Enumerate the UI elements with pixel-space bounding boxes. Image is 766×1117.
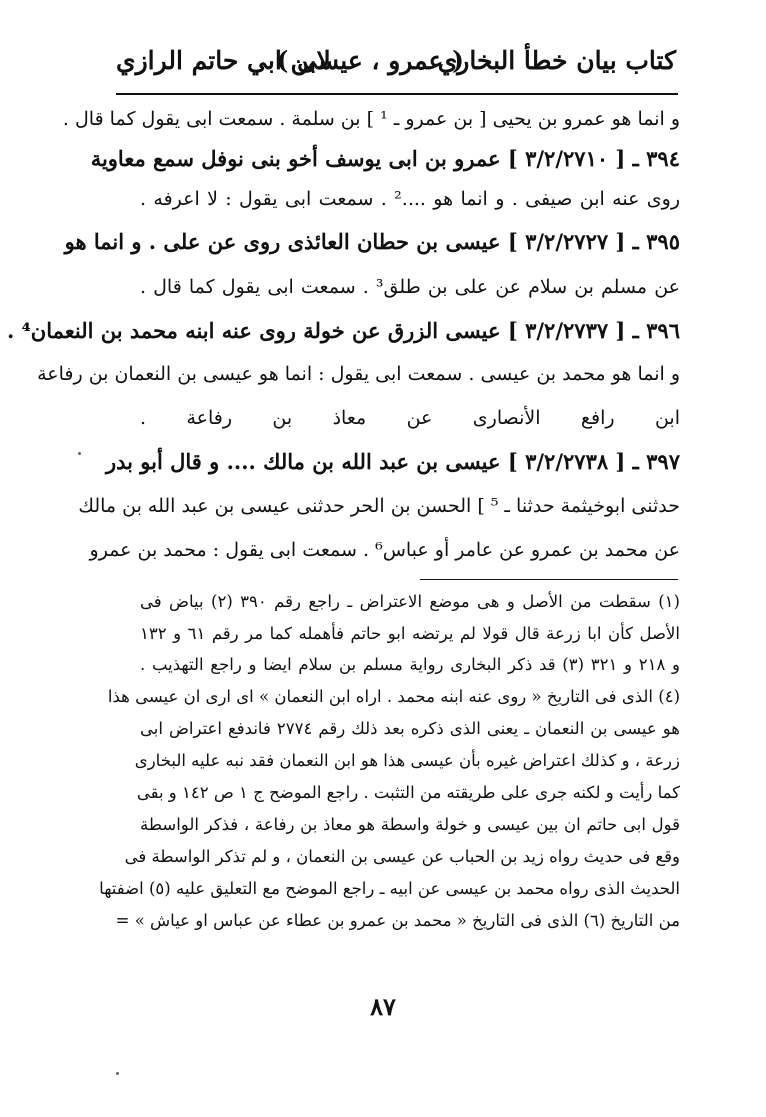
scan-speck [78, 452, 81, 455]
footnote-line: قول ابى حاتم ان بين عيسى و خولة واسطة هو معاذ بن رفاعة ، فذكر الواسطة [140, 815, 680, 834]
body-line: حدثنى ابوخيثمة حدثنا ـ ⁵ ] الحسن بن الحر حدثنى عيسى بن عبد الله بن مالك [78, 495, 680, 517]
scan-speck [116, 1072, 119, 1075]
footnote-line: زرعة ، و كذلك اعتراض غيره بأن عيسى هذا هو ابن النعمان فقد نبه عليه البخارى [134, 751, 680, 770]
footnote-line: الأصل كأن ابا زرعة قال قولا لم يرتضه ابو حاتم فأهمله كما مر رقم ٦١ و ١٣٢ [140, 624, 680, 643]
header-rule [116, 93, 678, 95]
body-line: روى عنه ابن صيفى . و انما هو ....² . سمعت ابى يقول : لا اعرفه . [140, 188, 680, 210]
body-line: و انما هو محمد بن عيسى . سمعت ابى يقول : انما هو عيسى بن النعمان بن رفاعة [37, 363, 680, 385]
entry-397-line: ٣٩٧ ـ [ ٣/٢/٢٧٣٨ ] عيسى بن عبد الله بن مالك .... و قال أبو بدر [105, 449, 680, 474]
footnote-line: و ٢١٨ و ٣٢١ (٣) قد ذكر البخارى رواية مسلم بن سلام ايضا و راجع التهذيب . [140, 655, 680, 674]
body-line: و انما هو عمرو بن يحيى [ بن عمرو ـ ¹ ] بن سلمة . سمعت ابى يقول كما قال . [62, 108, 680, 130]
footnote-line: الحديث الذى رواه محمد بن عيسى عن ابيه ـ راجع الموضح مع التعليق عليه (٥) اضفتها [99, 879, 680, 898]
body-line: ابن رافع الأنصارى عن معاذ بن رفاعة . [140, 407, 680, 429]
footnote-line: كما رأيت و لكنه جرى على طريقته من التثبت . راجع الموضح ج ١ ص ١٤٢ و بقى [136, 783, 680, 802]
footnote-line: من التاريخ (٦) الذى فى التاريخ « محمد بن عمرو بن عطاء عن عباس او عياش » = [115, 911, 680, 930]
footnote-line: (٤) الذى فى التاريخ « روى عنه ابنه محمد . اراه ابن النعمان » اى ارى ان عيسى هذا [107, 687, 680, 706]
footnote-line: وقع فى حديث رواه زيد بن الحباب عن عيسى بن النعمان ، و لم تذكر الواسطة فى [124, 847, 680, 866]
entry-396-line: ٣٩٦ ـ [ ٣/٢/٢٧٣٧ ] عيسى الزرق عن خولة روى عنه ابنه محمد بن النعمان⁴ . [6, 318, 680, 343]
body-line: عن مسلم بن سلام عن على بن طلق³ . سمعت ابى يقول كما قال . [140, 276, 680, 298]
body-line: عن محمد بن عمرو عن عامر أو عباس⁶ . سمعت ابى يقول : محمد بن عمرو [89, 539, 680, 561]
page-number: ٨٧ [370, 992, 396, 1021]
footnote-line: (١) سقطت من الأصل و هى موضع الاعتراض ـ راجع رقم ٣٩٠ (٢) بياض فى [140, 592, 680, 611]
entry-394-line: ٣٩٤ ـ [ ٣/٢/٢٧١٠ ] عمرو بن ابى يوسف أخو بنى نوفل سمع معاوية [90, 146, 680, 171]
footnote-rule [420, 579, 678, 580]
footnote-line: هو عيسى بن النعمان ـ يعنى الذى ذكره بعد ذلك رقم ٢٧٧٤ فاندفع اعتراض ابى [140, 719, 681, 738]
entry-395-line: ٣٩٥ ـ [ ٣/٢/٢٧٢٧ ] عيسى بن حطان العائذى روى عن على . و انما هو [64, 229, 680, 254]
running-header [116, 38, 676, 90]
entry-range: ( عمرو ، عيسى ) [276, 46, 464, 75]
book-title: كتاب بيان خطأ البخاري [437, 46, 676, 75]
author-name: لابن ابي حاتم الرازي [116, 46, 331, 75]
